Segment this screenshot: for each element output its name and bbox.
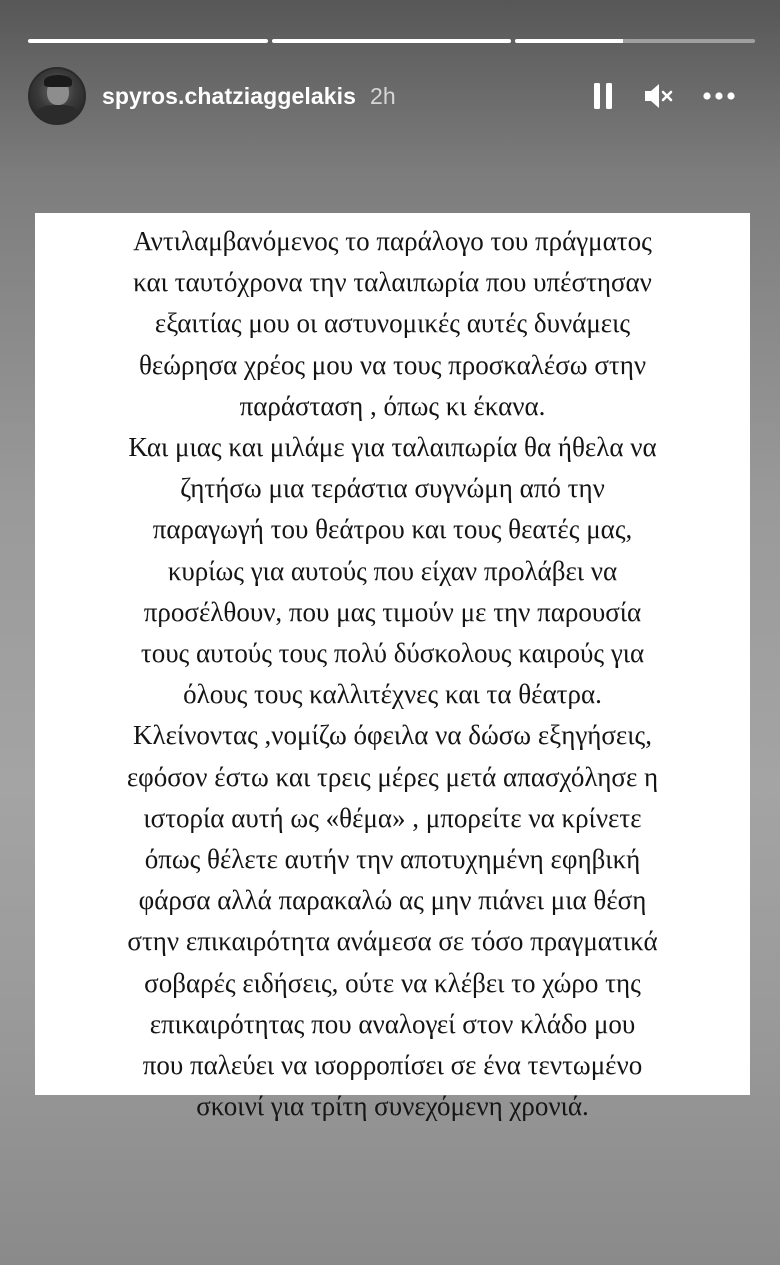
story-text-line: τους αυτούς τους πολύ δύσκολους καιρούς για <box>140 638 645 669</box>
mute-icon <box>643 82 673 110</box>
story-progress-segment[interactable] <box>515 39 755 43</box>
mute-button[interactable] <box>643 82 673 110</box>
story-text-line: παράσταση , όπως κι έκανα. <box>239 390 546 421</box>
story-text-line: Κλείνοντας ,νομίζω όφειλα να δώσω εξηγήσεις, <box>133 720 652 751</box>
story-text-line: Αντιλαμβανόμενος το παράλογο του πράγματος <box>133 226 652 256</box>
story-text-line: στην επικαιρότητα ανάμεσα σε τόσο πραγματικά <box>127 926 658 957</box>
story-progress-fill <box>28 39 268 43</box>
story-text-line: ζητήσω μια τεράστια συγνώμη από την <box>180 473 605 504</box>
story-text <box>45 221 740 1127</box>
story-text-line: Και μιας και μιλάμε για ταλαιπωρία θα ήθελα να <box>128 432 657 463</box>
story-text-line: και ταυτόχρονα την ταλαιπωρία που υπέστησαν <box>133 267 652 298</box>
username[interactable]: spyros.chatziaggelakis <box>102 82 357 109</box>
story-text-line: φάρσα αλλά παρακαλώ ας μην πιάνει μια θέση <box>138 885 647 916</box>
story-text-line: ιστορία αυτή ως «θέμα» , μπορείτε να κρίνετε <box>143 802 642 833</box>
story-text-line: όλους τους καλλιτέχνες και τα θέατρα. <box>183 679 602 710</box>
more-options-button[interactable] <box>703 92 735 100</box>
story-progress-segment[interactable] <box>28 39 268 43</box>
story-text-panel <box>35 213 750 1122</box>
story-text-line: παραγωγή του θεάτρου και τους θεατές μας, <box>152 514 633 545</box>
story-progress-segment[interactable] <box>272 39 512 43</box>
avatar[interactable] <box>28 67 86 125</box>
story-text-line: επικαιρότητας που αναλογεί στον κλάδο μου <box>149 1008 636 1039</box>
story-text-line: σκοινί για τρίτη συνεχόμενη χρονιά. <box>196 1091 589 1122</box>
story-progress-fill <box>515 39 623 43</box>
avatar-shoulders <box>36 105 80 125</box>
avatar-hair <box>44 75 72 87</box>
story-text-line: σοβαρές ειδήσεις, ούτε να κλέβει το χώρο της <box>144 967 641 998</box>
timestamp: 2h <box>370 82 396 109</box>
story-controls <box>593 82 755 110</box>
story-text-line: που παλεύει να ισορροπίσει σε ένα τεντωμένο <box>142 1050 643 1081</box>
pause-button[interactable] <box>593 82 613 110</box>
story-text-line: θεώρησα χρέος μου να τους προσκαλέσω στην <box>138 349 647 380</box>
story-text-line: κυρίως για αυτούς που είχαν προλάβει να <box>167 555 618 586</box>
story-progress-fill <box>272 39 512 43</box>
story-text-line: προσέλθουν, που μας τιμούν με την παρουσία <box>143 596 642 627</box>
story-text-line: εφόσον έστω και τρεις μέρες μετά απασχόλησε η <box>126 761 659 792</box>
story-progress-bars <box>28 39 755 43</box>
story-text-line: εξαιτίας μου οι αστυνομικές αυτές δυνάμεις <box>154 308 631 339</box>
story-header <box>28 67 755 125</box>
story-text-line: όπως θέλετε αυτήν την αποτυχημένη εφηβική <box>144 844 641 875</box>
pause-icon <box>593 82 613 110</box>
more-icon <box>703 92 735 100</box>
